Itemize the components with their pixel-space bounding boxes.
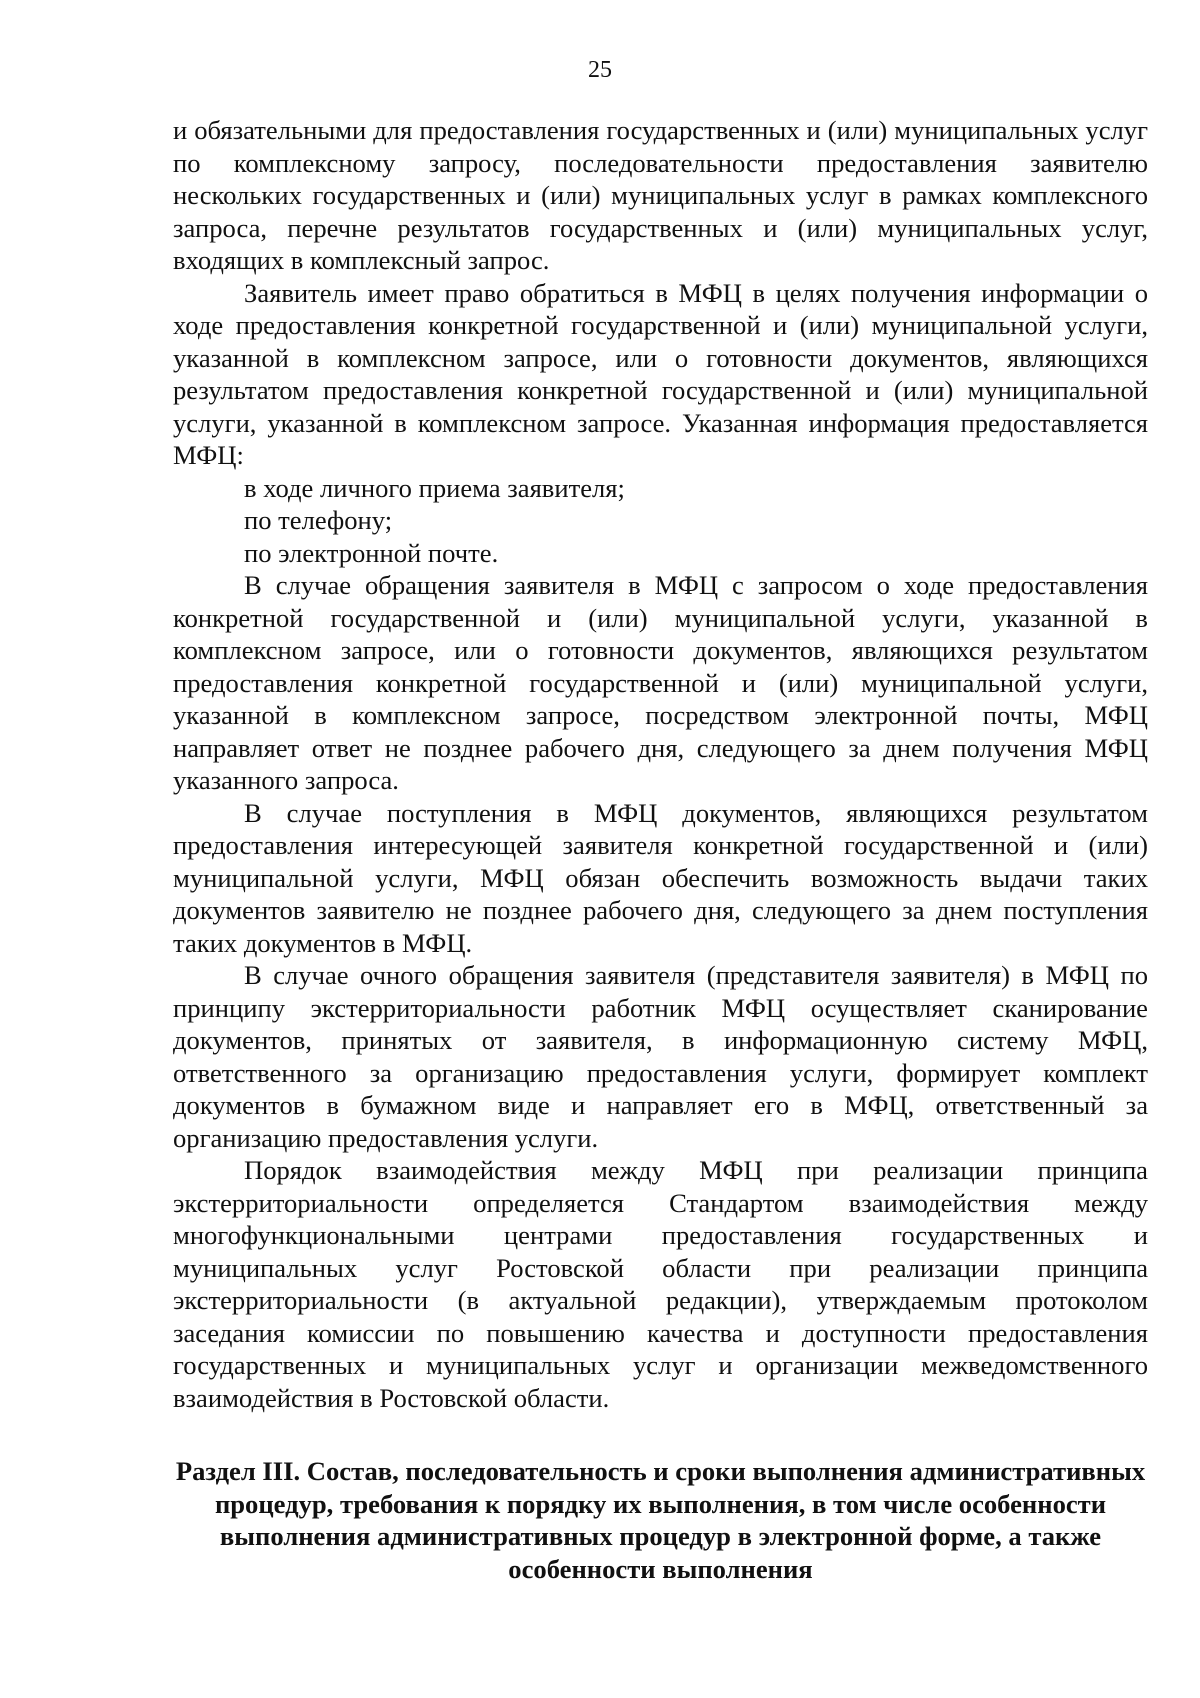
section-heading: Раздел III. Состав, последовательность и сроки выполнения административных процедур, требования к порядку их выполнения, в том числе особенности выполнения административных процедур в электронной форме, а также особенности выполнения	[175, 1456, 1146, 1584]
document-body	[173, 114, 1148, 1414]
paragraph-continuation: и обязательными для предоставления государственных и (или) муниципальных услуг по комплексному запросу, последовательности предоставления заявителю нескольких государственных и (или) муниципальных услуг в рамках комплексного запроса, перечне результатов государственных и (или) муниципальных услуг, входящих в комплексный запрос.	[173, 115, 1148, 275]
paragraph-extraterritorial: В случае очного обращения заявителя (представителя заявителя) в МФЦ по принципу экстерриториальности работник МФЦ осуществляет сканирование документов, принятых от заявителя, в информационную систему МФЦ, ответственного за организацию предоставления услуги, формирует комплект документов в бумажном виде и направляет его в МФЦ, ответственный за организацию предоставления услуги.	[173, 960, 1148, 1153]
page-number: 25	[588, 57, 612, 83]
paragraph-applicant-right: Заявитель имеет право обратиться в МФЦ в целях получения информации о ходе предоставления конкретной государственной и (или) муниципальной услуги, указанной в комплексном запросе, или о готовности документов, являющихся результатом предоставления конкретной государственной и (или) муниципальной услуги, указанной в комплексном запросе. Указанная информация предоставляется МФЦ:	[173, 277, 1148, 470]
list-item-email: по электронной почте.	[244, 537, 499, 568]
paragraph-email-request: В случае обращения заявителя в МФЦ с запросом о ходе предоставления конкретной государственной и (или) муниципальной услуги, указанной в комплексном запросе, или о готовности документов, являющихся результатом предоставления конкретной государственной и (или) муниципальной услуги, указанной в комплексном запросе, посредством электронной почты, МФЦ направляет ответ не позднее рабочего дня, следующего за днем получения МФЦ указанного запроса.	[173, 570, 1148, 795]
list-item-phone: по телефону;	[244, 505, 393, 535]
paragraph-documents-received: В случае поступления в МФЦ документов, являющихся результатом предоставления интересующей заявителя конкретной государственной и (или) муниципальной услуги, МФЦ обязан обеспечить возможность выдачи таких документов заявителю не позднее рабочего дня, следующего за днем поступления таких документов в МФЦ.	[173, 797, 1148, 958]
paragraph-interaction-order: Порядок взаимодействия между МФЦ при реализации принципа экстерриториальности определяется Стандартом взаимодействия между многофункциональными центрами предоставления государственных и муниципальных услуг Ростовской области при реализации принципа экстерриториальности (в актуальной редакции), утверждаемым протоколом заседания комиссии по повышению качества и доступности предоставления государственных и муниципальных услуг и организации межведомственного взаимодействия в Ростовской области.	[173, 1155, 1148, 1413]
list-item-personal-reception: в ходе личного приема заявителя;	[244, 472, 625, 503]
